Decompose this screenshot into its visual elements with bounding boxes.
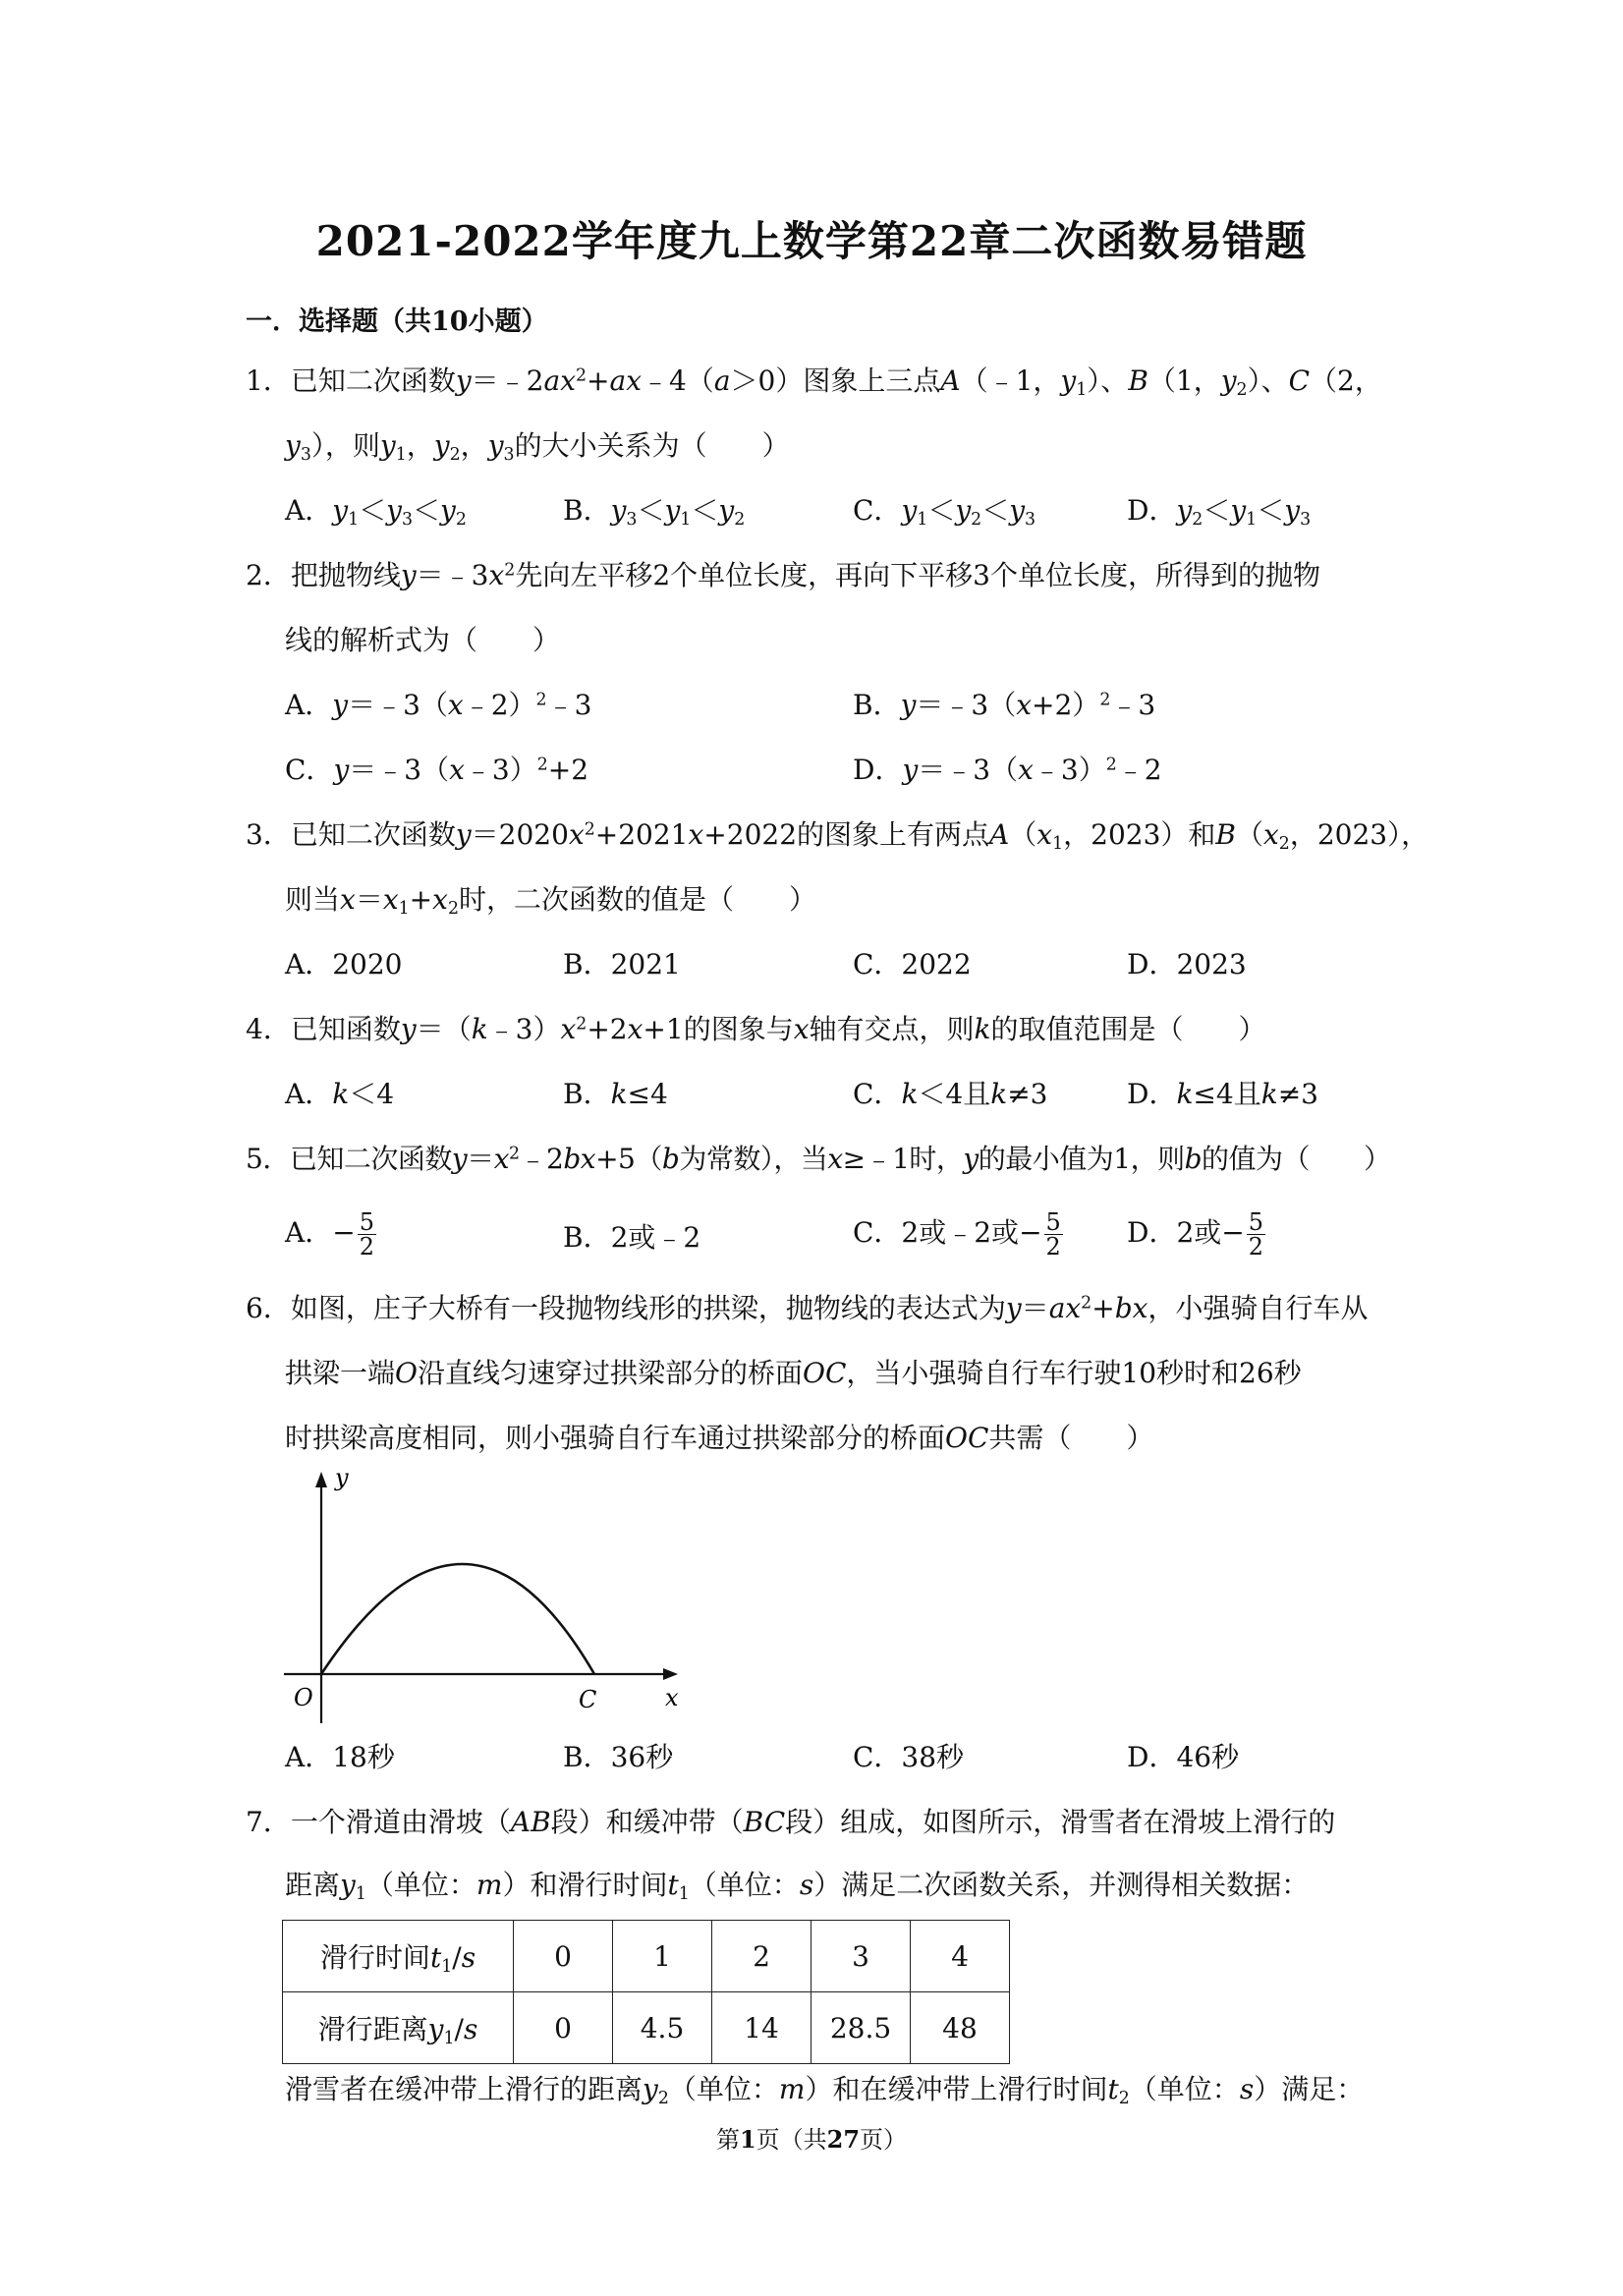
table-cell: 4.5 [613, 1992, 712, 2064]
q4-option-d[interactable]: D．k≤4且k≠3 [1127, 1078, 1318, 1110]
section-heading: 一．选择题（共10小题） [246, 307, 548, 337]
table-cell: 3 [812, 1921, 911, 1992]
fraction: $\frac{5}{2}$ [359, 1208, 374, 1260]
q5-option-b[interactable]: B．2或﹣2 [563, 1221, 701, 1254]
q6-option-d[interactable]: D．46秒 [1127, 1741, 1240, 1773]
table-row [283, 1992, 1010, 2064]
q4-option-c[interactable]: C．k＜4且k≠3 [853, 1078, 1048, 1110]
q3-option-a[interactable]: A．2020 [285, 948, 403, 980]
q6-option-a[interactable]: A．18秒 [285, 1741, 395, 1773]
q3-option-d[interactable]: D．2023 [1127, 948, 1247, 980]
table-cell: 48 [911, 1992, 1010, 2064]
question-1-line-2: $y_3$），则$y_1$，$y_2$，$y_3$的大小关系为（ ） [285, 429, 790, 466]
table-cell: 28.5 [812, 1992, 911, 2064]
y-axis-label: y [335, 1466, 349, 1491]
question-6-line-3: 时拱梁高度相同，则小强骑自行车通过拱梁部分的桥面OC共需（ ） [285, 1422, 1154, 1454]
q4-option-a[interactable]: A．k＜4 [285, 1078, 395, 1110]
q1-option-d[interactable]: D．$y_2<y_1<y_3$ [1127, 494, 1312, 531]
origin-label: O [294, 1684, 313, 1711]
parabola-figure [280, 1466, 693, 1723]
page-footer: 第1页（共27页） [715, 2125, 908, 2154]
question-5-line-1: 5．已知二次函数$y=x^2﹣2bx+5(b$为常数），当x≥﹣1时，y的最小值为1，则b的值为（ ） [246, 1143, 1391, 1175]
table-header-cell: 滑行时间$t_1/s$ [283, 1921, 514, 1992]
table-cell: 4 [911, 1921, 1010, 1992]
question-7-line-2: 距离$y_1$（单位：m）和滑行时间$t_1$（单位：s）满足二次函数关系，并测得相关数据： [285, 1869, 1310, 1905]
fraction: $\frac{5}{2}$ [1045, 1208, 1061, 1260]
table-cell: 14 [712, 1992, 812, 2064]
table-row [283, 1921, 1010, 1992]
y-axis-arrow [315, 1472, 327, 1487]
q1-option-b[interactable]: B．$y_3<y_1<y_2$ [563, 494, 746, 531]
q1-option-c[interactable]: C．$y_1<y_2<y_3$ [853, 494, 1036, 531]
page-number: 1 [739, 2125, 756, 2154]
q3-option-c[interactable]: C．2022 [853, 948, 972, 980]
question-2-line-1: 2．把抛物线$y=﹣3x^2$先向左平移2个单位长度，再向下平移3个单位长度，所得到的抛物 [246, 559, 1320, 591]
fraction: $\frac{5}{2}$ [1248, 1208, 1264, 1260]
question-7-line-1: 7．一个滑道由滑坡（AB段）和缓冲带（BC段）组成，如图所示，滑雪者在滑坡上滑行的 [246, 1806, 1336, 1838]
parabola-curve [321, 1564, 594, 1674]
question-3-line-2: 则当$x=x_1+x_2$时，二次函数的值是（ ） [285, 883, 816, 920]
question-1-line-1: 1．已知二次函数$y=﹣2ax^2+ax﹣4(a>0)$图象上三点A（﹣1，$y_1$）、B（1，$y_2$）、C（2， [246, 364, 1382, 401]
q2-option-b[interactable]: B．$y=﹣3(x+2)^2﹣3$ [853, 689, 1156, 721]
q2-option-d[interactable]: D．y＝﹣3（x﹣3）$^2$﹣2 [853, 754, 1162, 786]
question-6-line-1: 6．如图，庄子大桥有一段抛物线形的拱梁，抛物线的表达式为$y=ax^2+bx$，小强骑自行车从 [246, 1292, 1369, 1324]
x-axis-label: x [665, 1684, 679, 1711]
point-c-label: C [579, 1686, 597, 1713]
page-title: 2021-2022学年度九上数学第22章二次函数易错题 [315, 217, 1308, 265]
q4-option-b[interactable]: B．k≤4 [563, 1078, 668, 1110]
data-table [282, 1920, 1010, 2064]
q1-option-a[interactable]: A．$y_1<y_3<y_2$ [285, 494, 467, 531]
question-3-line-1: 3．已知二次函数$y=2020x^2+2021x+2022$的图象上有两点$A(x_1$，2023）和$B(x_2$，2023）， [246, 818, 1429, 855]
q6-option-b[interactable]: B．36秒 [563, 1741, 674, 1773]
q5-option-d[interactable]: D．2或− $\frac{5}{2}$ [1127, 1208, 1264, 1260]
total-pages: 27 [826, 2125, 861, 2154]
table-header-cell: 滑行距离$y_1/s$ [283, 1992, 514, 2064]
question-4-line-1: 4．已知函数$y=(k﹣3)x^2+2x+1$的图象与x轴有交点，则k的取值范围是（ ） [246, 1013, 1266, 1045]
question-7-line-3: 滑雪者在缓冲带上滑行的距离$y_2$（单位：m）和在缓冲带上滑行时间$t_2$（单位：s）满足： [285, 2073, 1365, 2109]
q2-option-a[interactable]: A．y＝﹣3（x﹣2）$^2$﹣3 [285, 689, 592, 721]
q3-option-b[interactable]: B．2021 [563, 948, 681, 980]
x-axis-arrow [663, 1668, 678, 1680]
table-cell: 0 [514, 1992, 613, 2064]
q6-option-c[interactable]: C．38秒 [853, 1741, 965, 1773]
q5-option-c[interactable]: C．2或﹣2或− $\frac{5}{2}$ [853, 1208, 1061, 1260]
q5-option-a[interactable]: A．− $\frac{5}{2}$ [285, 1208, 374, 1260]
table-cell: 2 [712, 1921, 812, 1992]
q2-option-c[interactable]: C．y＝﹣3（x﹣3）$^2$+2 [285, 754, 589, 786]
table-cell: 1 [613, 1921, 712, 1992]
question-2-line-2: 线的解析式为（ ） [285, 624, 561, 656]
table-cell: 0 [514, 1921, 613, 1992]
question-6-line-2: 拱梁一端O沿直线匀速穿过拱梁部分的桥面OC，当小强骑自行车行驶10秒时和26秒 [285, 1357, 1302, 1389]
